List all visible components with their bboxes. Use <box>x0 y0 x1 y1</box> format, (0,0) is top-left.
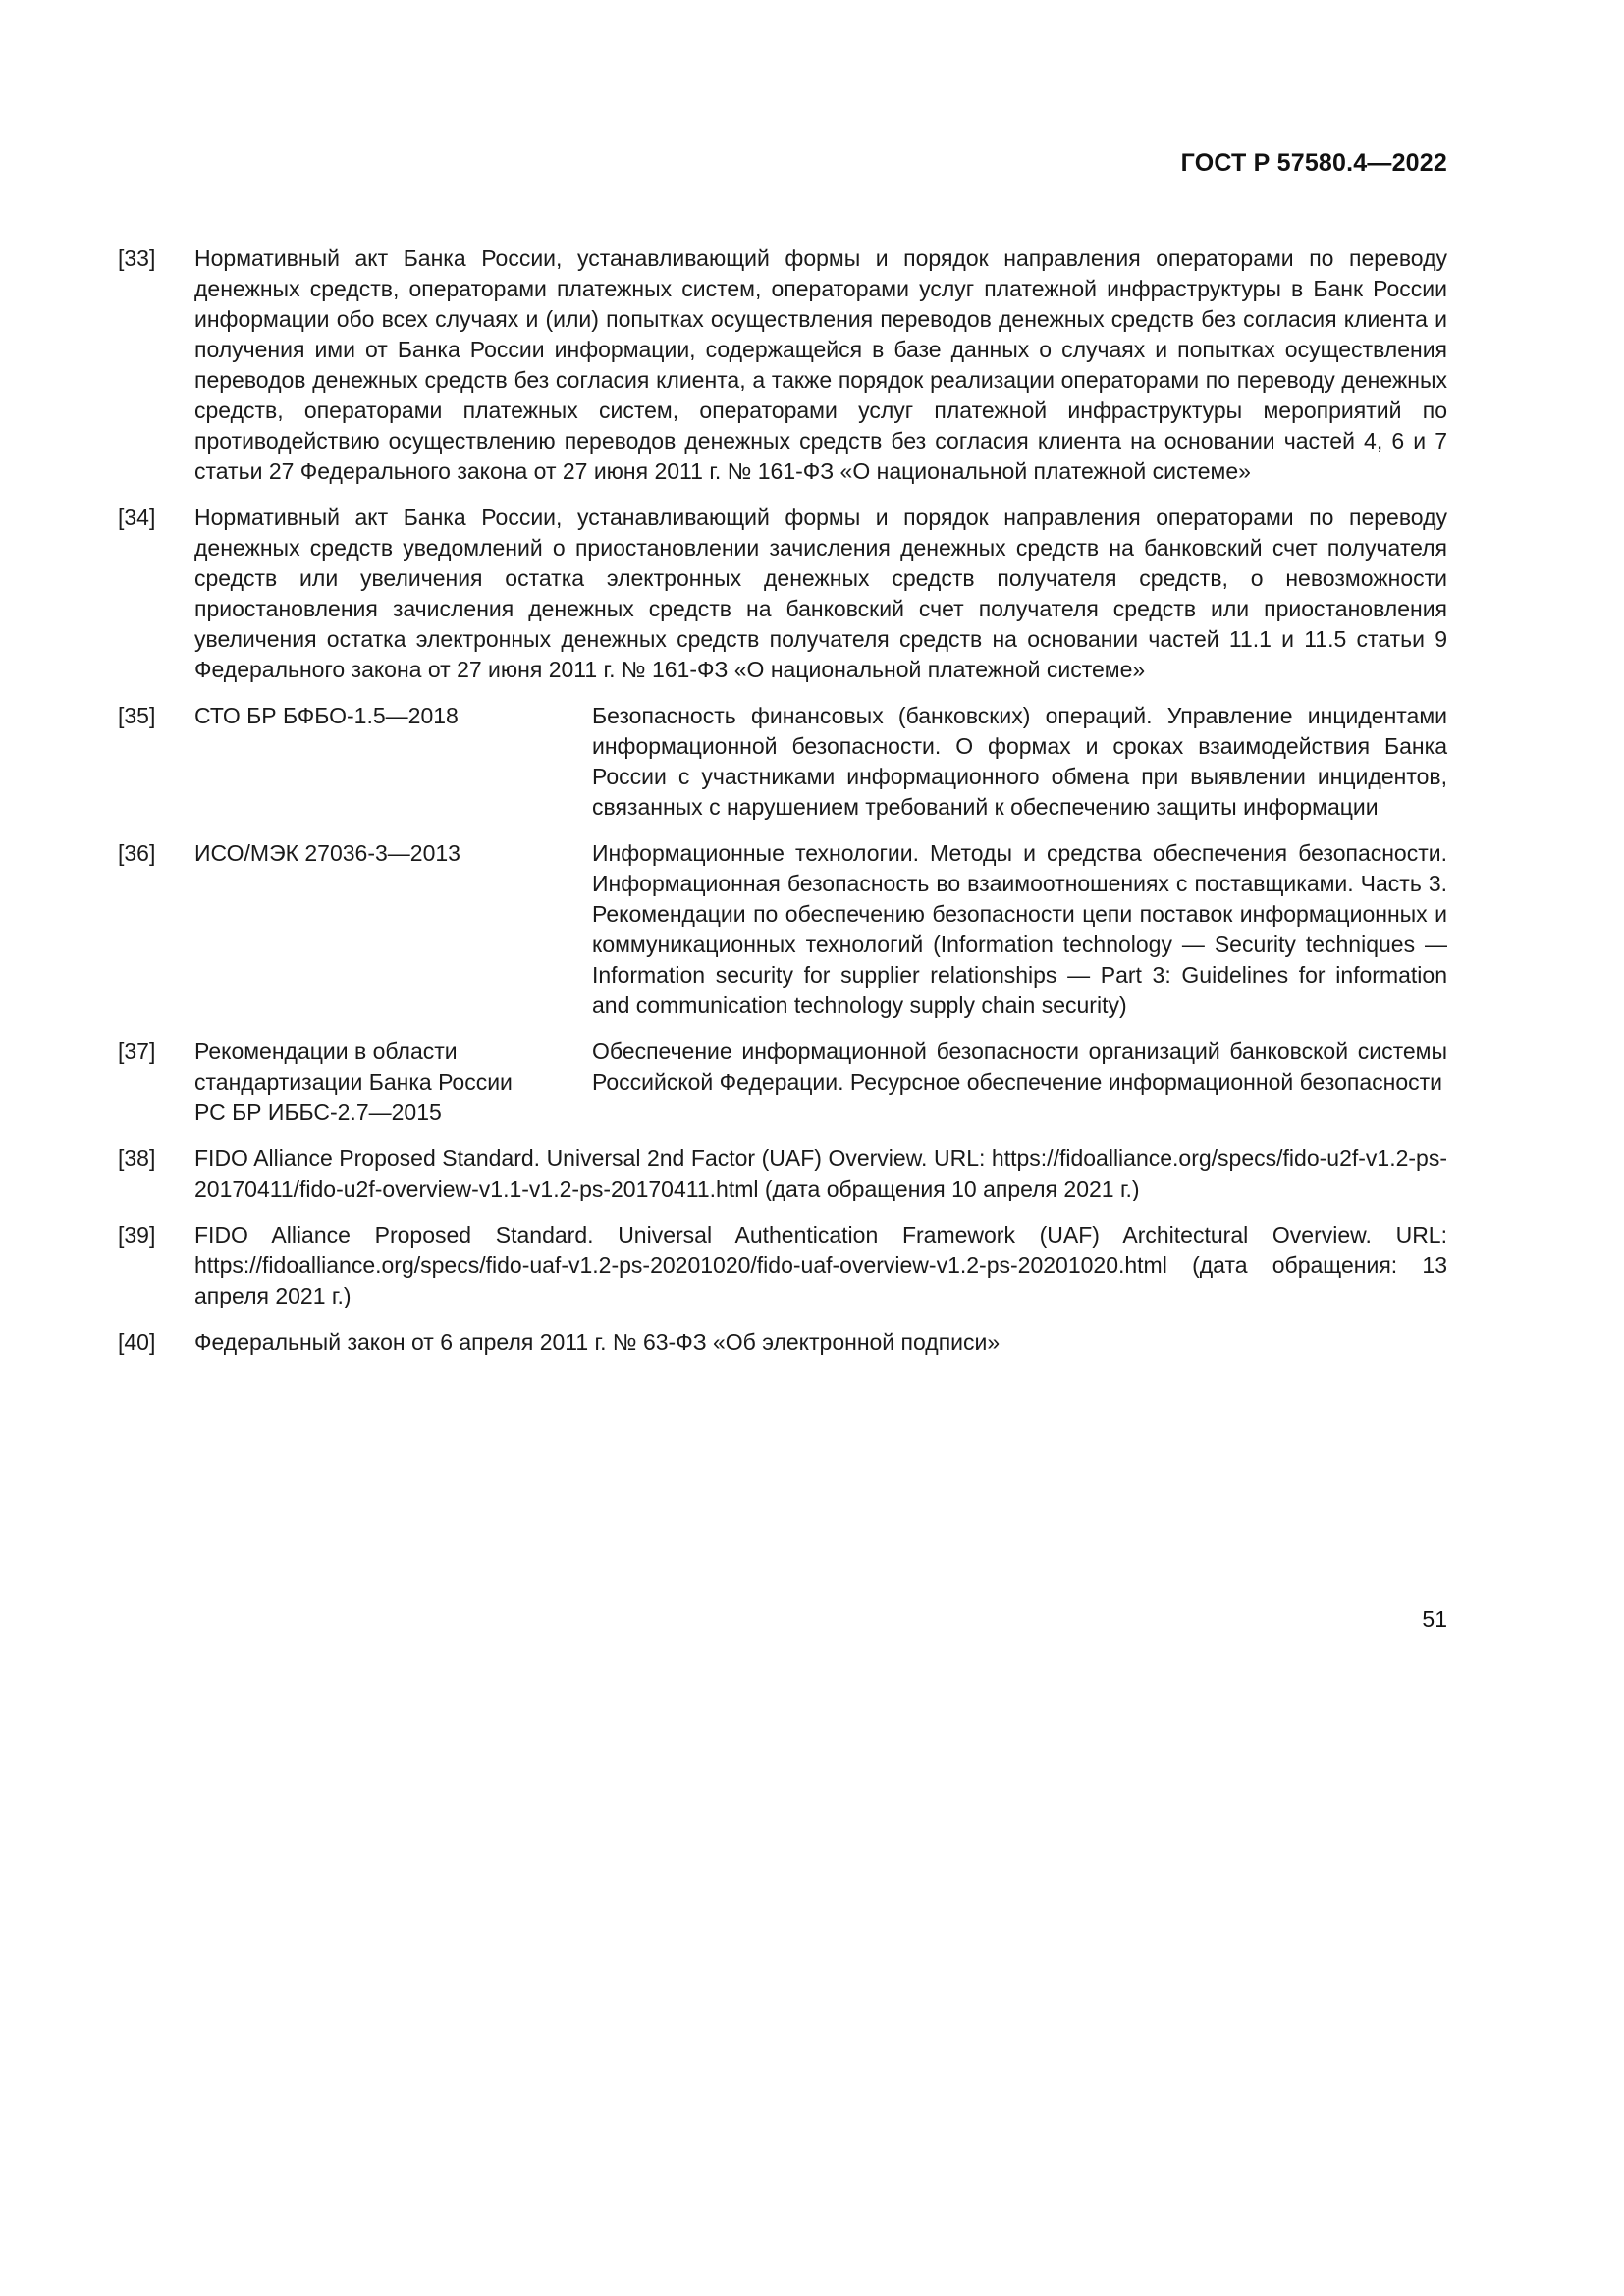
reference-title: Безопасность финансовых (банковских) операций. Управление инцидентами информационной безопасности. О формах и сроках взаимодействия Банка России с участниками информационного обмена при выявлении инцидентов, связанных с нарушением требований к обеспечению защиты информации <box>592 703 1447 820</box>
reference-37 <box>118 1037 1447 1128</box>
reference-number: [36] <box>118 840 156 866</box>
reference-code <box>194 1037 592 1128</box>
reference-40 <box>118 1327 1447 1358</box>
reference-code <box>194 838 592 869</box>
reference-text: Нормативный акт Банка России, устанавливающий формы и порядок направления операторами по переводу денежных средств уведомлений о приостановлении зачисления денежных средств на банковский счет получателя средств или увеличения остатка электронных денежных средств получателя средств, о невозможности приостановления зачисления денежных средств на банковский счет получателя средств или приостановления увеличения остатка электронных денежных средств получателя средств на основании частей 11.1 и 11.5 статьи 9 Федерального закона от 27 июня 2011 г. № 161-ФЗ «О национальной платежной системе» <box>194 505 1447 682</box>
reference-39 <box>118 1220 1447 1311</box>
page-number: 51 <box>1422 1606 1447 1631</box>
bibliography-list <box>118 243 1447 1373</box>
reference-code-line: СТО БР БФБО-1.5—2018 <box>194 703 459 728</box>
reference-number: [37] <box>118 1039 156 1064</box>
reference-number: [39] <box>118 1222 156 1248</box>
reference-34 <box>118 503 1447 685</box>
reference-33 <box>118 243 1447 487</box>
reference-title: Информационные технологии. Методы и средства обеспечения безопасности. Информационная безопасность во взаимоотношениях с поставщиками. Часть 3. Рекомендации по обеспечению безопасности цепи поставок информационных и коммуникационных технологий (Information technology — Security techniques — Information security for supplier relationships — Part 3: Guidelines for information and communication technology supply chain security) <box>592 840 1447 1018</box>
reference-text: FIDO Alliance Proposed Standard. Universal 2nd Factor (UAF) Overview. URL: https://fidoalliance.org/specs/fido-u2f-v1.2-ps-20170411/fido-u2f-overview-v1.1-v1.2-ps-20170411.html (дата обращения 10 апреля 2021 г.) <box>194 1146 1447 1201</box>
reference-code-line: РС БР ИББС-2.7—2015 <box>194 1099 442 1125</box>
reference-number: [34] <box>118 505 156 530</box>
reference-code-line: ИСО/МЭК 27036-3—2013 <box>194 840 460 866</box>
reference-36 <box>118 838 1447 1021</box>
reference-38 <box>118 1144 1447 1204</box>
reference-code <box>194 701 592 731</box>
reference-35 <box>118 701 1447 823</box>
reference-number: [35] <box>118 703 156 728</box>
reference-number: [38] <box>118 1146 156 1171</box>
reference-code-line: Рекомендации в области <box>194 1039 458 1064</box>
reference-title: Обеспечение информационной безопасности организаций банковской системы Российской Федерации. Ресурсное обеспечение информационной безопасности <box>592 1039 1447 1095</box>
standard-header: ГОСТ Р 57580.4—2022 <box>1180 149 1447 177</box>
reference-text: Нормативный акт Банка России, устанавливающий формы и порядок направления операторами по переводу денежных средств, операторами платежных систем, операторами услуг платежной инфраструктуры в Банк России информации обо всех случаях и (или) попытках осуществления переводов денежных средств без согласия клиента и получения ими от Банка России информации, содержащейся в базе данных о случаях и попытках осуществления переводов денежных средств без согласия клиента, а также порядок реализации операторами по переводу денежных средств, операторами платежных систем, операторами услуг платежной инфраструктуры мероприятий по противодействию осуществлению переводов денежных средств без согласия клиента на основании частей 4, 6 и 7 статьи 27 Федерального закона от 27 июня 2011 г. № 161-ФЗ «О национальной платежной системе» <box>194 245 1447 484</box>
reference-text: FIDO Alliance Proposed Standard. Universal Authentication Framework (UAF) Architectural Overview. URL: https://fidoalliance.org/specs/fido-uaf-v1.2-ps-20201020/fido-uaf-overview-v1.2-ps-20201020.html (дата обращения: 13 апреля 2021 г.) <box>194 1222 1447 1308</box>
reference-code-line: стандартизации Банка России <box>194 1069 513 1095</box>
reference-text: Федеральный закон от 6 апреля 2011 г. № 63-ФЗ «Об электронной подписи» <box>194 1329 1001 1355</box>
reference-number: [33] <box>118 245 156 271</box>
reference-number: [40] <box>118 1329 156 1355</box>
